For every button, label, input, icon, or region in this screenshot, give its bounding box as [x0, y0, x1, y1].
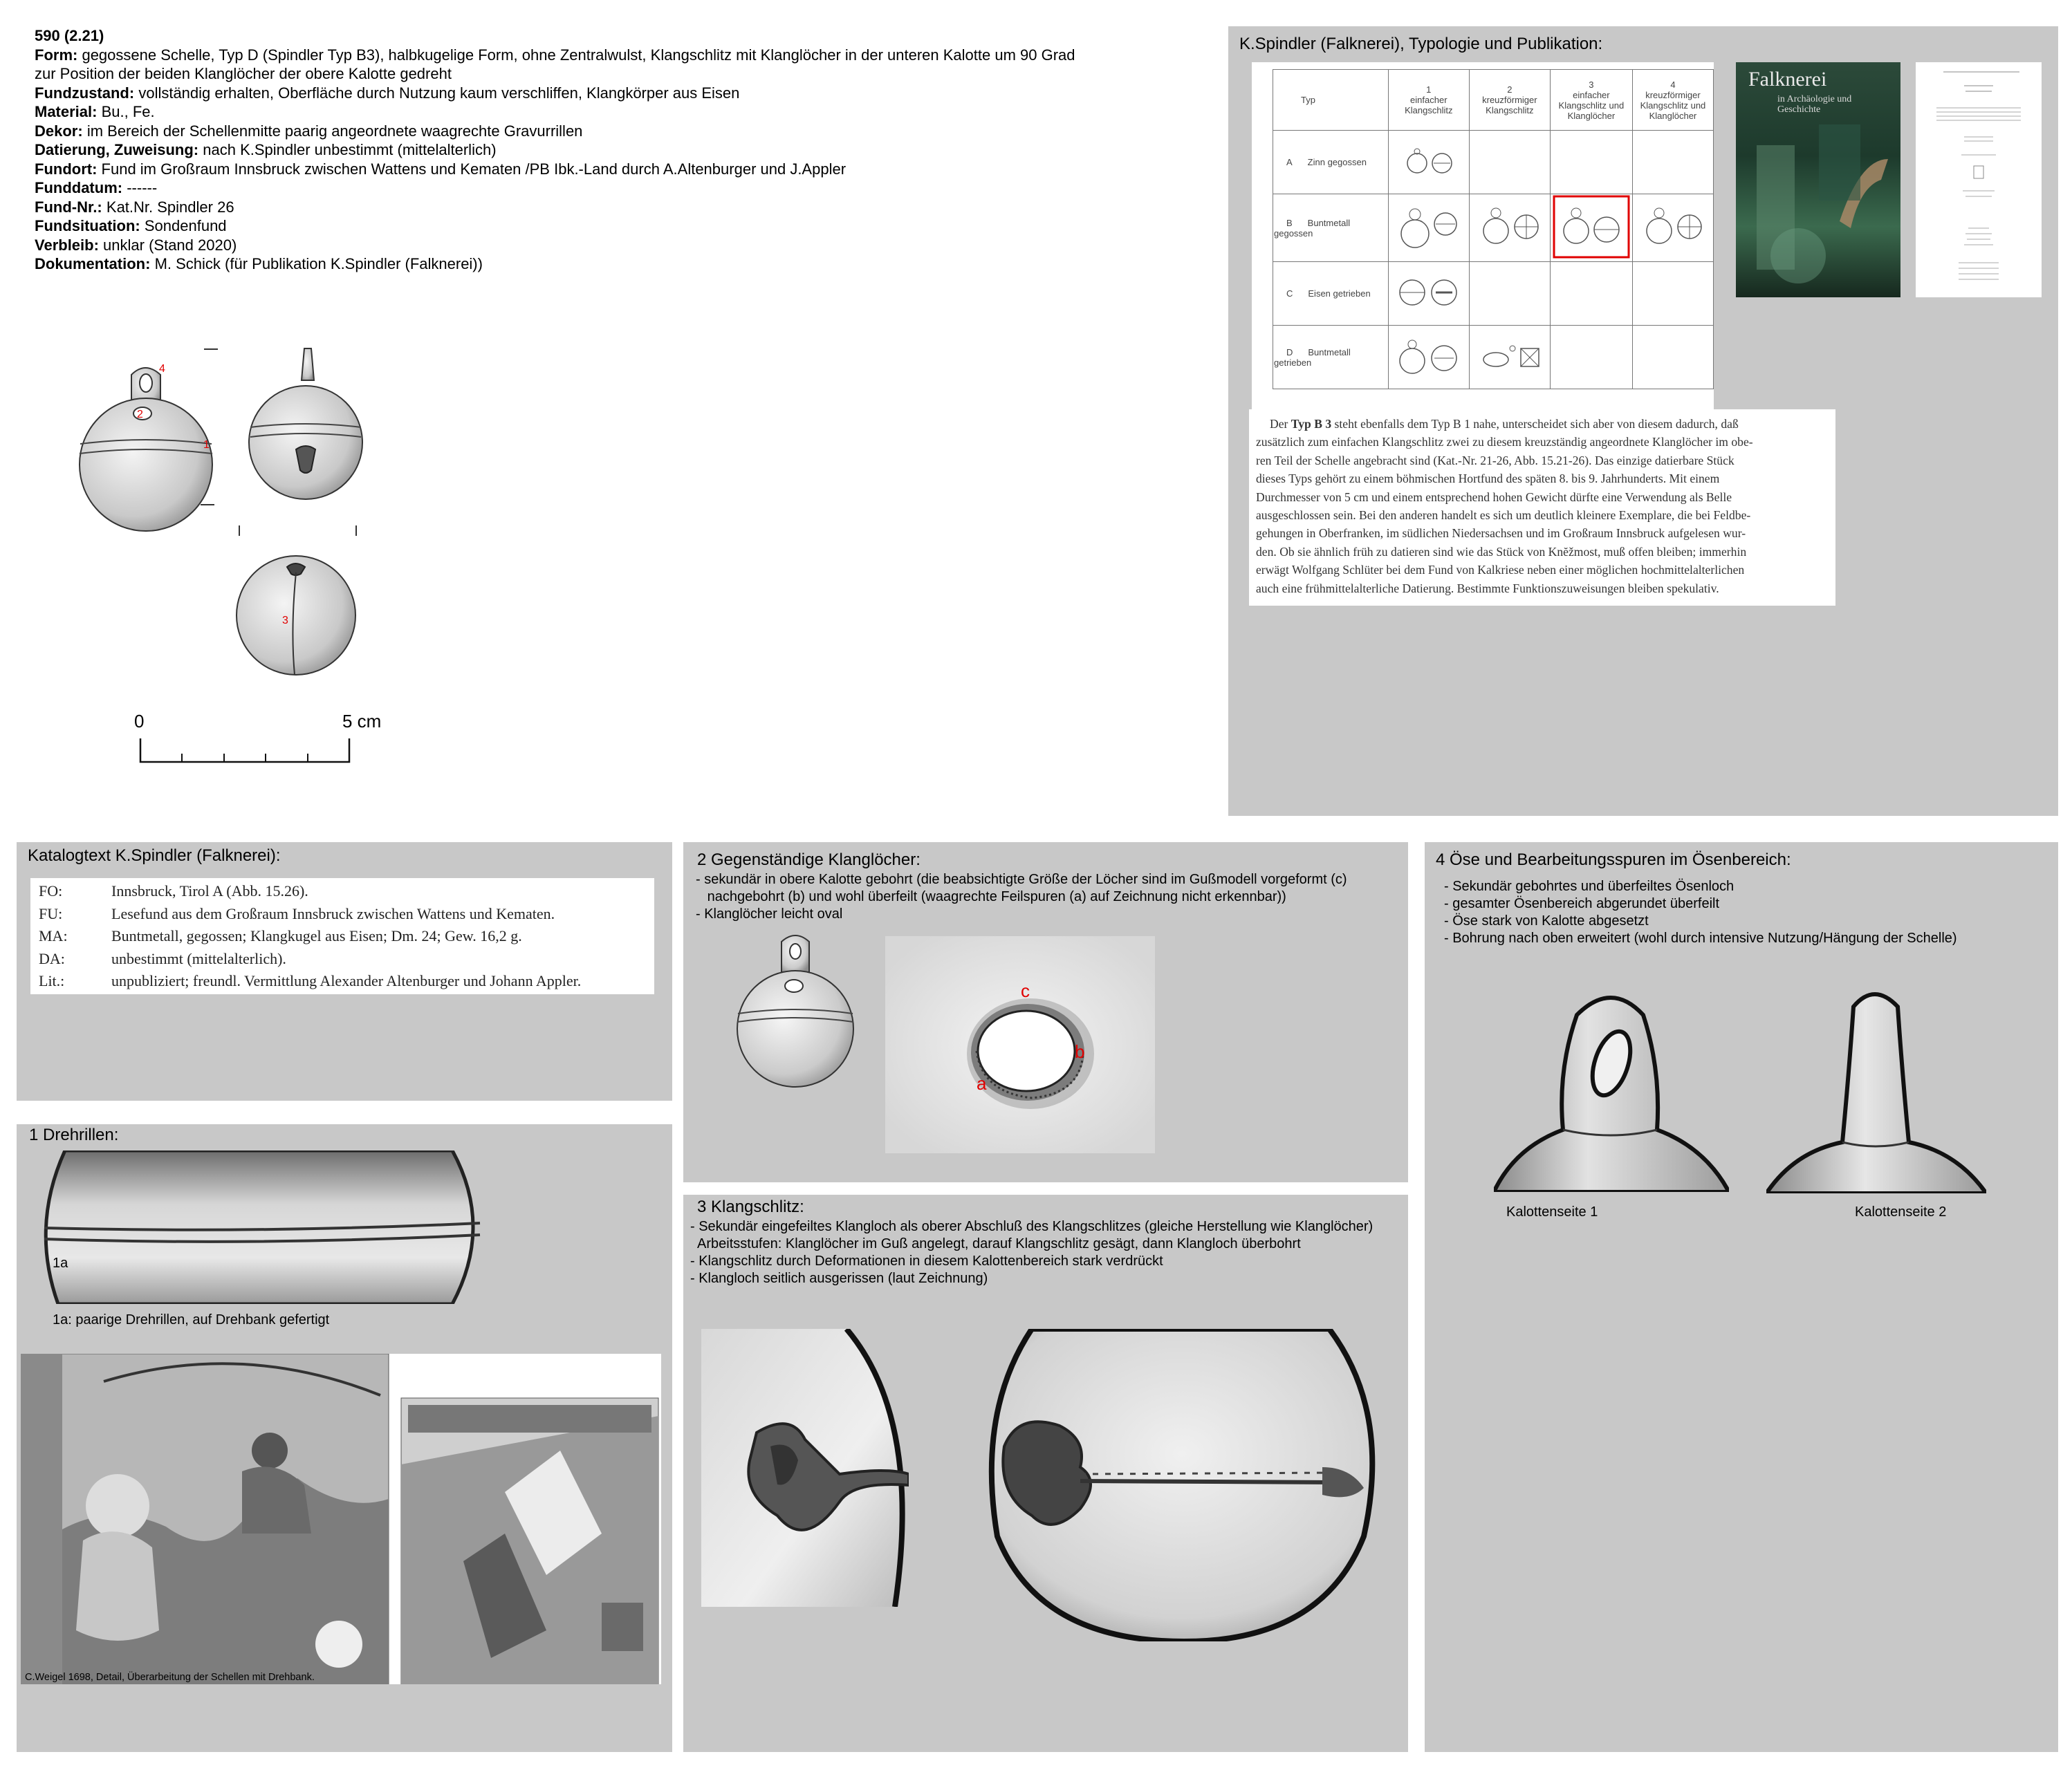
- description-value: ------: [127, 179, 158, 196]
- holes-bullets: - sekundär in obere Kalotte gebohrt (die beabsichtigte Größe der Löcher sind im Gußmodell vorgeformt (c) nachgebohrt (b) und wohl überfeilt (waagrechte Feilspuren (a) auf Zeichnung nicht erkennbar)) - Klanglöcher leicht oval: [696, 872, 1347, 922]
- publication-line: zusätzlich zum einfachen Klangschlitz zwei zu diesem kreuzständig angeordnete Klanglöcher im obe-: [1256, 435, 1753, 449]
- description-value: vollständig erhalten, Oberfläche durch Nutzung kaum verschliffen, Klangkörper aus Eisen: [138, 84, 740, 102]
- bell-bottom-view: [237, 556, 355, 675]
- scale-end: 5 cm: [342, 711, 382, 732]
- catalog-key: FO:: [39, 882, 63, 900]
- publication-line: ausgeschlossen sein. Bei den anderen handelt es sich um deutlich kleinere Exemplare, die bei Feldbe-: [1256, 508, 1751, 523]
- catalog-key: FU:: [39, 904, 63, 922]
- eye-bullets: - Sekundär gebohrtes und überfeiltes Ösenloch - gesamter Ösenbereich abgerundet überfeilt - Öse stark von Kalotte abgesetzt - Bohrung nach oben erweitert (wohl durch intensive Nutzung/Hängung der Schelle): [1444, 879, 1957, 946]
- description-label: Verbleib:: [35, 236, 99, 254]
- scale-start: 0: [134, 711, 145, 732]
- grooves-panel-title: 1 Drehrillen:: [29, 1126, 119, 1144]
- marker-4: 4: [159, 363, 165, 375]
- book-title: Falknerei: [1748, 68, 1827, 91]
- slit-panel: [683, 1195, 1408, 1752]
- slit-panel-title: 3 Klangschlitz:: [697, 1198, 804, 1216]
- bell-front-view: [80, 349, 218, 531]
- bell-side-view: [239, 348, 362, 536]
- description-value: Bu., Fe.: [101, 103, 155, 120]
- catalog-value: unpubliziert; freundl. Vermittlung Alexander Altenburger und Johann Appler.: [111, 972, 582, 989]
- description-row: [35, 160, 1086, 179]
- catalog-value: Lesefund aus dem Großraum Innsbruck zwischen Wattens und Kematen.: [111, 904, 555, 922]
- eye-panel: [1425, 842, 2058, 1752]
- description-value: Kat.Nr. Spindler 26: [106, 198, 234, 216]
- description-label: Fundsituation:: [35, 217, 140, 234]
- typology-table-figure: [1252, 62, 1714, 423]
- weigel-engraving: [21, 1354, 661, 1684]
- description-label: Fund-Nr.:: [35, 198, 102, 216]
- grooves-panel: [17, 1124, 672, 1752]
- book-title-page: [1916, 62, 2042, 297]
- description-value: M. Schick (für Publikation K.Spindler (Falknerei)): [154, 255, 483, 272]
- description-label: Fundort:: [35, 160, 98, 178]
- catalog-value: Buntmetall, gegossen; Klangkugel aus Eisen; Dm. 24; Gew. 16,2 g.: [111, 927, 522, 944]
- publication-line: erwägt Wolfgang Schlüter bei dem Fund von Kalkriese neben einer möglichen hochmittelalterlichen: [1256, 563, 1745, 577]
- book-cover: [1736, 62, 1900, 297]
- description-row: [35, 198, 1086, 217]
- catalog-value: Innsbruck, Tirol A (Abb. 15.26).: [111, 882, 308, 900]
- description-rows: [35, 46, 1086, 274]
- eye-panel-title: 4 Öse und Bearbeitungsspuren im Ösenbereich:: [1436, 850, 1791, 869]
- find-number: 590 (2.21): [35, 27, 104, 44]
- slit-detail-image-2: [977, 1329, 1389, 1641]
- engraving-caption: C.Weigel 1698, Detail, Überarbeitung der Schellen mit Drehbank.: [25, 1672, 315, 1683]
- typology-row-a: A Zinn gegossen: [1273, 131, 1389, 194]
- publication-line: dieses Typs gehört zu einem böhmischen Hortfund des späten 8. bis 9. Jahrhunderts. Mit einem: [1256, 472, 1720, 486]
- description-label: Datierung, Zuweisung:: [35, 141, 199, 158]
- description-value: gegossene Schelle, Typ D (Spindler Typ B3), halbkugelige Form, ohne Zentralwulst, Klangschlitz mit Klanglöcher in der unteren Kalotte um 90 Grad zur Position der beiden Klanglöcher der obere Kalotte gedreht: [35, 46, 1075, 82]
- find-description: [35, 26, 1086, 274]
- typology-col-1: 1 einfacher Klangschlitz: [1388, 70, 1469, 131]
- publication-line: Durchmesser von 5 cm und einem entsprechend hohen Gewicht dürfte eine Verwendung als Belle: [1256, 490, 1732, 504]
- typology-panel-title: K.Spindler (Falknerei), Typologie und Publikation:: [1239, 35, 1603, 53]
- catalog-panel-title: Katalogtext K.Spindler (Falknerei):: [28, 846, 281, 865]
- description-row: [35, 254, 1086, 274]
- publication-line: ren Teil der Schelle angebracht sind (Kat.-Nr. 21-26, Abb. 15.21-26). Das einzige datierbare Stück: [1256, 453, 1735, 467]
- description-row: [35, 102, 1086, 122]
- slit-bullets: - Sekundär eingefeiltes Klangloch als oberer Abschluß des Klangschlitzes (gleiche Herstellung wie Klanglöcher) Arbeitsstufen: Klanglöcher im Guß angelegt, darauf Klangschlitz gesägt, dann Klangloch überbohrt - Klangschlitz durch Deformationen in diesem Kalottenbereich stark verdrückt - Klangloch seitlich ausgerissen (laut Zeichnung): [690, 1219, 1373, 1286]
- description-row: [35, 140, 1086, 160]
- description-row: [35, 216, 1086, 236]
- catalog-panel: [17, 842, 672, 1101]
- holes-bell-drawing: [719, 932, 871, 1091]
- description-value: nach K.Spindler unbestimmt (mittelalterlich): [203, 141, 497, 158]
- holes-panel: [683, 842, 1408, 1182]
- scale-bar: [134, 711, 381, 762]
- label-b: b: [1075, 1041, 1085, 1062]
- label-1a: 1a: [53, 1256, 68, 1271]
- eye-detail-image-2: [1766, 986, 1986, 1193]
- description-row: [35, 122, 1086, 141]
- typology-table: [1273, 69, 1714, 389]
- holes-panel-title: 2 Gegenständige Klanglöcher:: [697, 850, 921, 869]
- groove-caption: 1a: paarige Drehrillen, auf Drehbank gefertigt: [53, 1312, 330, 1328]
- description-value: Fund im Großraum Innsbruck zwischen Wattens und Kematen /PB Ibk.-Land durch A.Altenburger und J.Appler: [101, 160, 847, 178]
- marker-1: 1: [203, 439, 210, 451]
- label-c: c: [1021, 980, 1030, 1001]
- catalog-text: [30, 878, 654, 994]
- description-label: Form:: [35, 46, 78, 64]
- bell-drawing: [62, 339, 422, 781]
- description-value: im Bereich der Schellenmitte paarig angeordnete waagrechte Gravurrillen: [86, 122, 583, 140]
- label-a: a: [977, 1073, 987, 1094]
- book-subtitle: in Archäologie und Geschichte: [1777, 94, 1852, 115]
- description-value: Sondenfund: [144, 217, 227, 234]
- description-row: [35, 178, 1086, 198]
- description-label: Material:: [35, 103, 98, 120]
- catalog-value: unbestimmt (mittelalterlich).: [111, 949, 286, 967]
- groove-detail-image: [37, 1150, 488, 1304]
- catalog-key: DA:: [39, 949, 65, 967]
- typology-row-c: C Eisen getrieben: [1273, 262, 1389, 326]
- hole-detail-image: [885, 936, 1155, 1153]
- description-label: Fundzustand:: [35, 84, 135, 102]
- description-label: Dekor:: [35, 122, 83, 140]
- typology-col-2: 2 kreuzförmiger Klangschlitz: [1469, 70, 1550, 131]
- description-row: [35, 84, 1086, 103]
- publication-line: den. Ob sie ähnlich früh zu datieren sind wie das Stück von Knĕžmost, muß offen bleiben; immerhin: [1256, 544, 1747, 559]
- description-row: [35, 236, 1086, 255]
- typology-col-3: 3 einfacher Klangschlitz und Klanglöcher: [1550, 70, 1632, 131]
- eye-detail-image-1: [1494, 987, 1729, 1192]
- typology-corner: Typ: [1273, 70, 1389, 131]
- publication-line: gehungen in Oberfranken, im südlichen Niedersachsen und im Großraum Innsbruck aufgelesen wur-: [1256, 526, 1746, 541]
- typology-panel: [1228, 26, 2058, 816]
- publication-line: auch eine frühmittelalterliche Datierung. Bestimmte Funktionszuweisungen bleiben spekulativ.: [1256, 581, 1719, 595]
- marker-2: 2: [137, 409, 143, 420]
- typology-row-d: D Buntmetall getrieben: [1273, 326, 1389, 389]
- catalog-key: Lit.:: [39, 972, 65, 989]
- slit-detail-image-1: [701, 1329, 909, 1607]
- marker-3: 3: [282, 615, 288, 626]
- typology-col-4: 4 kreuzförmiger Klangschlitz und Klanglöcher: [1632, 70, 1713, 131]
- publication-text: [1249, 409, 1835, 606]
- description-row: [35, 46, 1086, 84]
- caption-kalotte-1: Kalottenseite 1: [1506, 1204, 1598, 1220]
- description-label: Dokumentation:: [35, 255, 151, 272]
- typology-row-b: B Buntmetall gegossen: [1273, 194, 1389, 262]
- description-value: unklar (Stand 2020): [103, 236, 237, 254]
- catalog-key: MA:: [39, 927, 68, 944]
- publication-line: Der Typ B 3 steht ebenfalls dem Typ B 1 nahe, unterscheidet sich aber von diesem dadurch, daß: [1270, 417, 1739, 431]
- caption-kalotte-2: Kalottenseite 2: [1855, 1204, 1947, 1220]
- description-label: Funddatum:: [35, 179, 123, 196]
